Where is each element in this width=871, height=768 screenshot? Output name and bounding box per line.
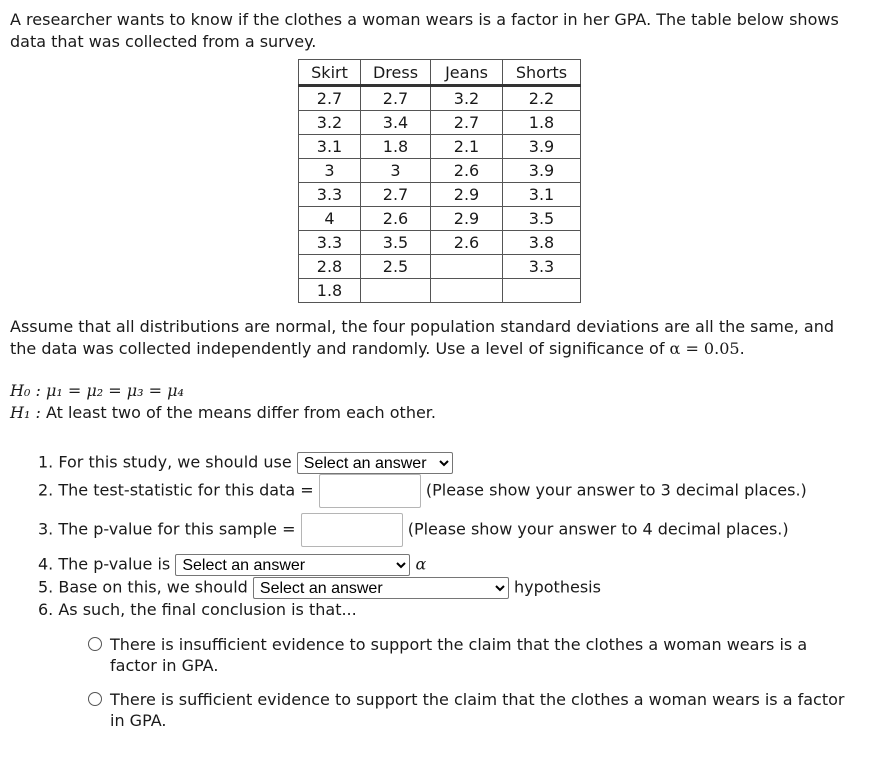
table-row xyxy=(299,279,581,303)
assumption-end: . xyxy=(739,339,745,358)
table-row xyxy=(299,231,581,255)
question-1-text: 1. For this study, we should use xyxy=(38,452,292,472)
question-1 xyxy=(38,452,453,474)
conclusion-option-insufficient[interactable] xyxy=(88,634,848,676)
table-cell: 3.5 xyxy=(361,231,431,255)
table-cell: 3.5 xyxy=(503,207,581,231)
question-3-hint: (Please show your answer to 4 decimal places.) xyxy=(407,519,789,539)
table-cell: 2.7 xyxy=(361,86,431,111)
table-cell: 1.8 xyxy=(503,111,581,135)
table-cell: 3 xyxy=(299,159,361,183)
h1-label: H₁ : xyxy=(10,403,41,422)
table-cell: 2.1 xyxy=(431,135,503,159)
table-cell: 2.7 xyxy=(431,111,503,135)
question-3-text: 3. The p-value for this sample = xyxy=(38,519,296,539)
table-row xyxy=(299,207,581,231)
table-cell xyxy=(503,279,581,303)
table-cell: 2.6 xyxy=(431,159,503,183)
table-cell: 2.6 xyxy=(361,207,431,231)
table-cell: 3.9 xyxy=(503,159,581,183)
table-cell: 3.9 xyxy=(503,135,581,159)
table-cell: 3.3 xyxy=(299,183,361,207)
table-cell: 3.1 xyxy=(299,135,361,159)
p-value-comparison-select[interactable] xyxy=(175,554,410,576)
table-cell: 2.2 xyxy=(503,86,581,111)
table-cell: 2.9 xyxy=(431,183,503,207)
h1-text: At least two of the means differ from each other. xyxy=(45,403,436,422)
table-cell: 2.7 xyxy=(299,86,361,111)
question-4 xyxy=(38,554,426,576)
alpha-symbol: α xyxy=(415,554,427,574)
hypotheses xyxy=(10,380,436,424)
table-row xyxy=(299,86,581,111)
column-header: Dress xyxy=(361,60,431,86)
table-row xyxy=(299,255,581,279)
conclusion-option-sufficient[interactable] xyxy=(88,689,848,731)
h0-label: H₀ : xyxy=(10,381,41,400)
table-cell xyxy=(431,279,503,303)
option-label: There is sufficient evidence to support the claim that the clothes a woman wears is a factor in GPA. xyxy=(110,690,845,730)
table-header-row xyxy=(299,60,581,86)
radio-button[interactable] xyxy=(88,637,102,651)
p-value-input[interactable] xyxy=(301,513,403,547)
test-statistic-input[interactable] xyxy=(319,474,421,508)
question-4-text: 4. The p-value is xyxy=(38,554,171,574)
table-cell: 2.6 xyxy=(431,231,503,255)
table-cell: 1.8 xyxy=(299,279,361,303)
assumption-sentence: Assume that all distributions are normal, the four population standard deviations are all the same, and the data was collected independently and randomly. Use a level of significance of xyxy=(10,317,834,358)
question-6 xyxy=(38,600,357,619)
table-cell: 2.7 xyxy=(361,183,431,207)
decision-select[interactable] xyxy=(253,577,509,599)
table-row xyxy=(299,111,581,135)
table-cell: 2.8 xyxy=(299,255,361,279)
column-header: Shorts xyxy=(503,60,581,86)
question-2-hint: (Please show your answer to 3 decimal places.) xyxy=(425,480,807,500)
table-cell: 1.8 xyxy=(361,135,431,159)
table-cell: 3.3 xyxy=(503,255,581,279)
question-6-text: 6. As such, the final conclusion is that... xyxy=(38,600,357,619)
question-5-text: 5. Base on this, we should xyxy=(38,577,248,597)
question-2 xyxy=(38,474,807,508)
column-header: Skirt xyxy=(299,60,361,86)
table-row xyxy=(299,159,581,183)
table-cell: 3.4 xyxy=(361,111,431,135)
test-type-select[interactable] xyxy=(297,452,453,474)
table-cell: 3 xyxy=(361,159,431,183)
question-2-text: 2. The test-statistic for this data = xyxy=(38,480,314,500)
table-cell: 3.2 xyxy=(299,111,361,135)
table-cell: 3.1 xyxy=(503,183,581,207)
h0-expression: μ₁ = μ₂ = μ₃ = μ₄ xyxy=(45,381,184,400)
column-header: Jeans xyxy=(431,60,503,86)
null-hypothesis xyxy=(10,380,436,402)
table-cell: 2.9 xyxy=(431,207,503,231)
table-cell xyxy=(431,255,503,279)
alpha-level: α = 0.05 xyxy=(669,339,740,358)
question-3 xyxy=(38,513,789,547)
table-cell xyxy=(361,279,431,303)
question-list xyxy=(38,450,868,620)
table-cell: 4 xyxy=(299,207,361,231)
gpa-table xyxy=(298,59,581,303)
intro-text: A researcher wants to know if the clothes a woman wears is a factor in her GPA. The table below shows data that was collected from a survey. xyxy=(10,10,839,51)
table-row xyxy=(299,135,581,159)
table-cell: 2.5 xyxy=(361,255,431,279)
table-row xyxy=(299,183,581,207)
radio-button[interactable] xyxy=(88,692,102,706)
option-label: There is insufficient evidence to support the claim that the clothes a woman wears is a factor in GPA. xyxy=(110,635,808,675)
alternative-hypothesis xyxy=(10,402,436,424)
table-cell: 3.8 xyxy=(503,231,581,255)
table-cell: 3.2 xyxy=(431,86,503,111)
assumption-text xyxy=(10,316,860,360)
question-5 xyxy=(38,577,601,599)
table-cell: 3.3 xyxy=(299,231,361,255)
question-5-suffix: hypothesis xyxy=(514,577,601,597)
